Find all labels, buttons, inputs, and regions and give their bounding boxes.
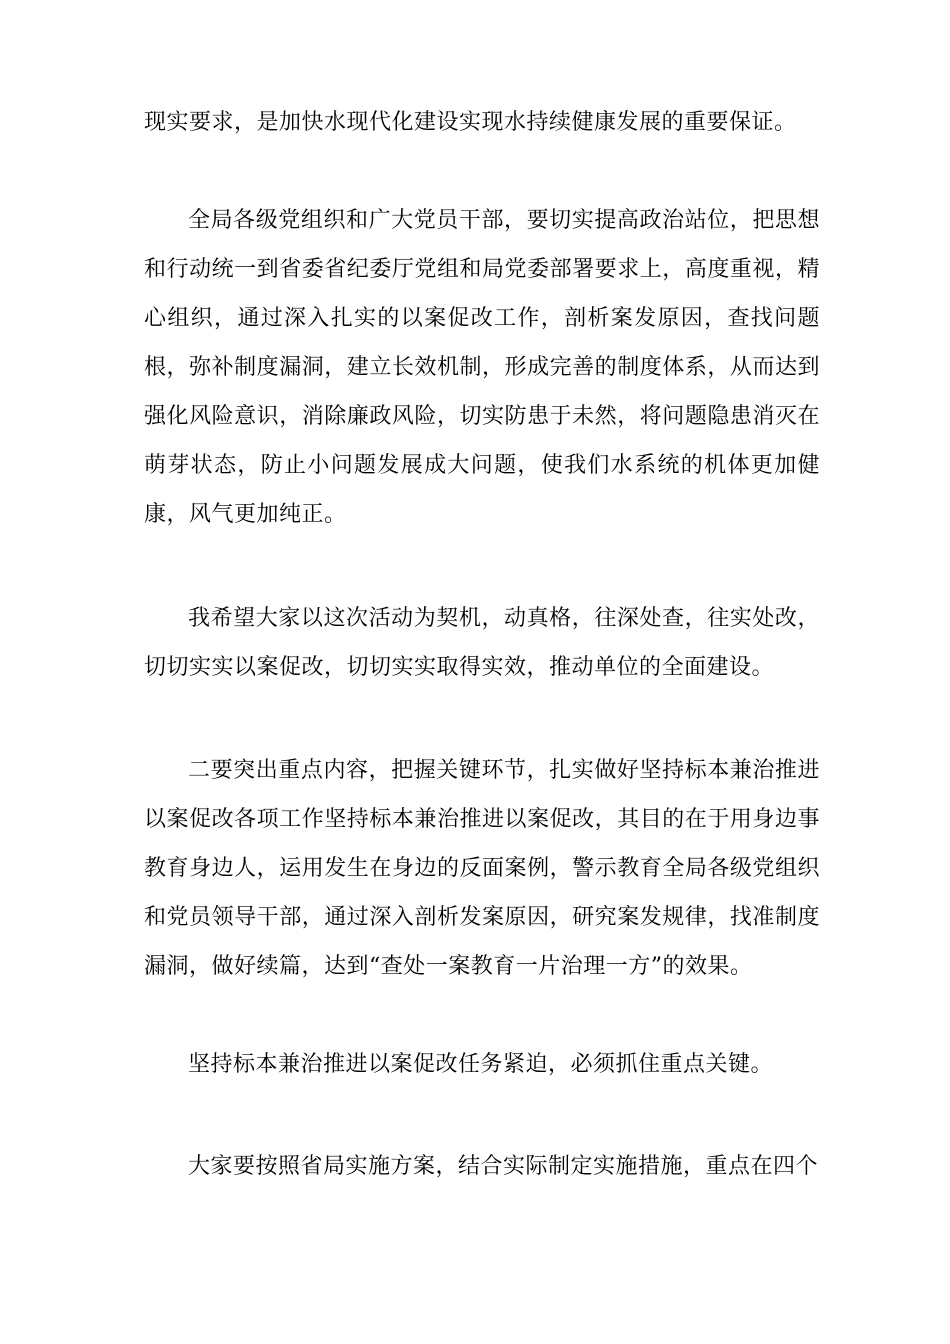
- paragraph-6: 大家要按照省局实施方案，结合实际制定实施措施，重点在四个: [188, 1154, 819, 1179]
- paragraph-5: 坚持标本兼治推进以案促改任务紧迫，必须抓住重点关键。: [188, 1052, 774, 1077]
- paragraph-3: 我希望大家以这次活动为契机，动真格，往深处查，往实处改，切切实实以案促改，切切实实取得实效，推动单位的全面建设。: [144, 606, 820, 680]
- paragraph-4: 二要突出重点内容，把握关键环节，扎实做好坚持标本兼治推进以案促改各项工作坚持标本兼治推进以案促改，其目的在于用身边事教育身边人，运用发生在身边的反面案例，警示教育全局各级党组织和党员领导干部，通过深入剖析发案原因，研究案发规律，找准制度漏洞，做好续篇，达到“查处一案教育一片治理一方”的效果。: [144, 758, 820, 979]
- paragraph-1: 现实要求，是加快水现代化建设实现水持续健康发展的重要保证。: [144, 110, 797, 135]
- paragraph-2: 全局各级党组织和广大党员干部，要切实提高政治站位，把思想和行动统一到省委省纪委厅党组和局党委部署要求上，高度重视，精心组织，通过深入扎实的以案促改工作，剖析案发原因，查找问题根，弥补制度漏洞，建立长效机制，形成完善的制度体系，从而达到强化风险意识，消除廉政风险，切实防患于未然，将问题隐患消灭在萌芽状态，防止小问题发展成大问题，使我们水系统的机体更加健康，风气更加纯正。: [144, 208, 820, 527]
